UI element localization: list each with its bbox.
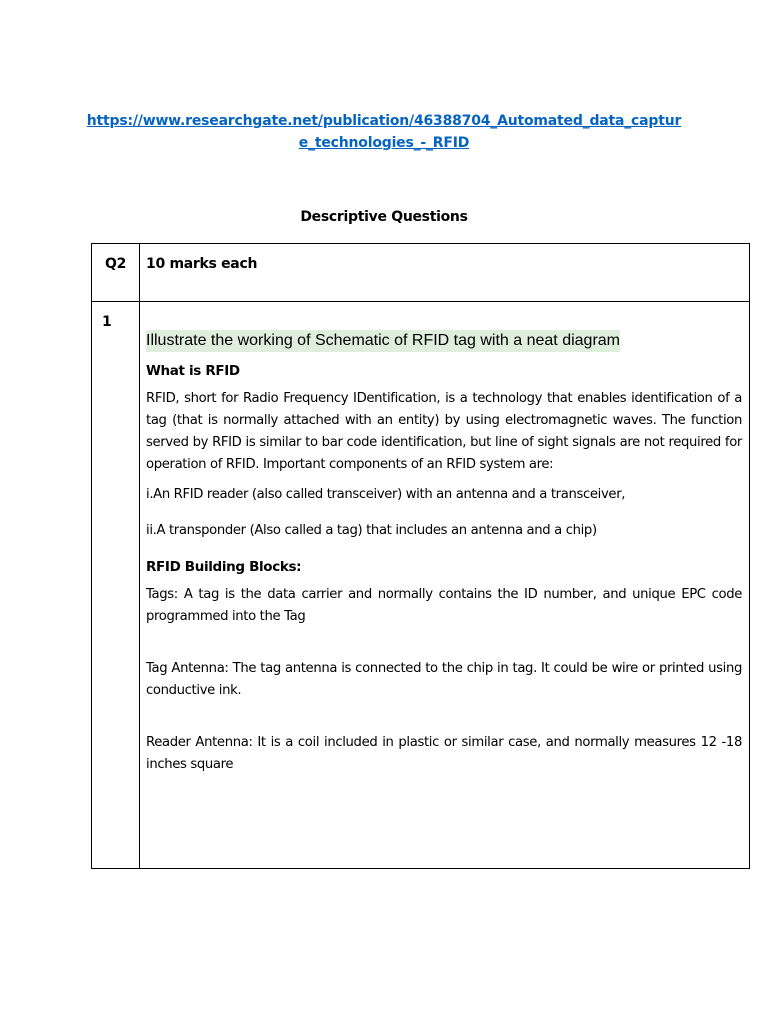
table-row [92, 302, 750, 869]
source-link[interactable] [60, 110, 708, 154]
tags-description: Tags: A tag is the data carrier and normally contains the ID number, and unique EPC code programmed into the Tag [146, 587, 742, 624]
reader-antenna-description: Reader Antenna: It is a coil included in plastic or similar case, and normally measures 12 -18 inches square [146, 735, 742, 772]
table-header-row [92, 244, 750, 302]
source-link-line-1[interactable]: https://www.researchgate.net/publication/46388704_Automated_data_captur [86, 113, 682, 129]
marks-header: 10 marks each [140, 244, 750, 302]
source-link-line-2[interactable]: e_technologies_-_RFID [298, 135, 470, 151]
questions-table [91, 243, 750, 869]
answer-cell [140, 302, 750, 869]
component-reader: i.An RFID reader (also called transceiver) with an antenna and a transceiver, [146, 487, 626, 502]
question-text: Illustrate the working of Schematic of RFID tag with a neat diagram [146, 330, 620, 352]
rfid-definition: RFID, short for Radio Frequency IDentification, is a technology that enables identification of a tag (that is normally attached with an entity) by using electromagnetic waves. The function served by RFID is similar to bar code identification, but line of sight signals are not required for operation of RFID. Important components of an RFID system are: [146, 391, 742, 472]
row-number: 1 [92, 302, 140, 869]
component-transponder: ii.A transponder (Also called a tag) that includes an antenna and a chip) [146, 523, 597, 538]
building-blocks-heading: RFID Building Blocks: [146, 559, 302, 575]
what-is-rfid-heading: What is RFID [146, 363, 240, 379]
question-number-header: Q2 [92, 244, 140, 302]
tag-antenna-description: Tag Antenna: The tag antenna is connected to the chip in tag. It could be wire or printed using conductive ink. [146, 661, 742, 698]
section-title: Descriptive Questions [300, 209, 468, 225]
